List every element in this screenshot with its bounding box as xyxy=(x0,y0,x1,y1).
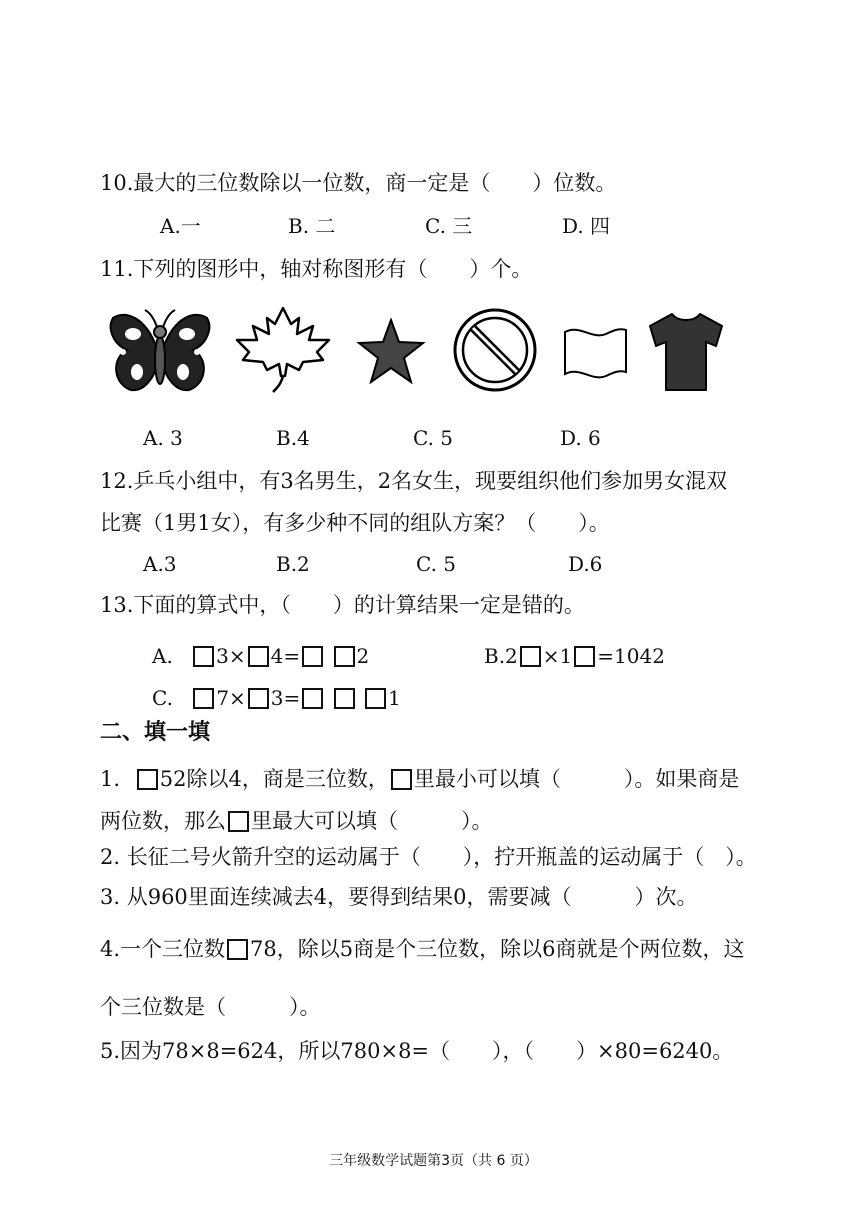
q13-c-part2: 3= xyxy=(270,686,301,710)
section-title: 二、填一填 xyxy=(100,720,211,745)
fill-4-line1 xyxy=(100,934,745,964)
fill-1-part-b: 里最小可以填（ ）。如果商是 xyxy=(413,767,740,791)
star-icon xyxy=(356,318,426,384)
blank-box xyxy=(248,688,269,709)
no-sign-icon xyxy=(451,306,539,394)
fill-1-line2-a: 两位数，那么 xyxy=(100,809,226,833)
blank-box xyxy=(334,688,355,709)
q13-option-a xyxy=(152,642,369,670)
fill-1-prefix: 1. xyxy=(100,767,121,791)
fill-1-part-a: 52除以4，商是三位数， xyxy=(159,767,389,791)
q10-option-a: A.一 xyxy=(160,214,201,238)
q13-option-c xyxy=(152,684,401,712)
q11-option-c: C. 5 xyxy=(413,426,454,450)
q11-option-b: B.4 xyxy=(276,426,310,450)
blank-box xyxy=(365,688,386,709)
q13-a-part2: 4= xyxy=(270,644,301,668)
fill-2-text: 2. 长征二号火箭升空的运动属于（ ），拧开瓶盖的运动属于（ ）。 xyxy=(100,845,757,869)
maple-leaf-icon xyxy=(233,306,333,394)
q13-b-part1: B.2 xyxy=(484,644,518,668)
q12-option-d: D.6 xyxy=(568,552,603,576)
q13-a-part3: 2 xyxy=(356,644,370,668)
blank-box xyxy=(137,769,158,790)
q10-text: 10.最大的三位数除以一位数，商一定是（ ）位数。 xyxy=(100,171,617,195)
q13-a-part1: 3× xyxy=(216,644,246,668)
blank-box xyxy=(520,646,541,667)
blank-box xyxy=(334,646,355,667)
q10-option-d: D. 四 xyxy=(562,214,611,238)
fill-1-line1 xyxy=(100,764,739,794)
q10-option-c: C. 三 xyxy=(425,214,473,238)
fill-3-text: 3. 从960里面连续减去4，要得到结果0，需要减（ ）次。 xyxy=(100,885,698,909)
q12-option-a: A.3 xyxy=(143,552,177,576)
blank-box xyxy=(302,646,323,667)
blank-box xyxy=(574,646,595,667)
q13-b-part3: =1042 xyxy=(597,644,665,668)
butterfly-icon xyxy=(105,306,215,396)
q13-c-label: C. xyxy=(152,686,173,710)
q10-option-b: B. 二 xyxy=(288,214,336,238)
blank-box xyxy=(193,646,214,667)
blank-box xyxy=(228,811,249,832)
blank-box xyxy=(248,646,269,667)
q12-text-line2: 比赛（1男1女），有多少种不同的组队方案？（ ）。 xyxy=(100,511,610,535)
fill-1-line2 xyxy=(100,806,493,836)
q13-b-part2: ×1 xyxy=(542,644,573,668)
page-footer: 三年级数学试题第3页（共 6 页） xyxy=(329,1153,538,1169)
q12-option-c: C. 5 xyxy=(416,552,457,576)
q13-option-b xyxy=(484,642,665,670)
q13-c-part3: 1 xyxy=(388,686,401,710)
q12-text-line1: 12.乒乓小组中，有3名男生，2名女生，现要组织他们参加男女混双 xyxy=(100,469,728,493)
blank-box xyxy=(391,769,412,790)
fill-5-text: 5.因为78×8=624，所以780×8=（ ），（ ）×80=6240。 xyxy=(100,1039,734,1063)
blank-box xyxy=(227,939,248,960)
t-shirt-icon xyxy=(646,310,726,392)
q11-option-d: D. 6 xyxy=(560,426,601,450)
q13-a-label: A. xyxy=(152,644,173,668)
fill-1-line2-b: 里最大可以填（ ）。 xyxy=(251,809,493,833)
fill-4-part-b: 78，除以5商是个三位数，除以6商就是个两位数，这 xyxy=(250,937,745,961)
fill-4-part-a: 4.一个三位数 xyxy=(100,937,226,961)
q12-option-b: B.2 xyxy=(276,552,310,576)
fill-4-line2: 个三位数是（ ）。 xyxy=(100,995,321,1019)
blank-box xyxy=(302,688,323,709)
flag-icon xyxy=(562,322,630,384)
q13-text: 13.下面的算式中，（ ）的计算结果一定是错的。 xyxy=(100,593,585,617)
q11-text: 11.下列的图形中，轴对称图形有（ ）个。 xyxy=(100,257,533,281)
q13-c-part1: 7× xyxy=(216,686,246,710)
blank-box xyxy=(193,688,214,709)
q11-option-a: A. 3 xyxy=(143,426,183,450)
